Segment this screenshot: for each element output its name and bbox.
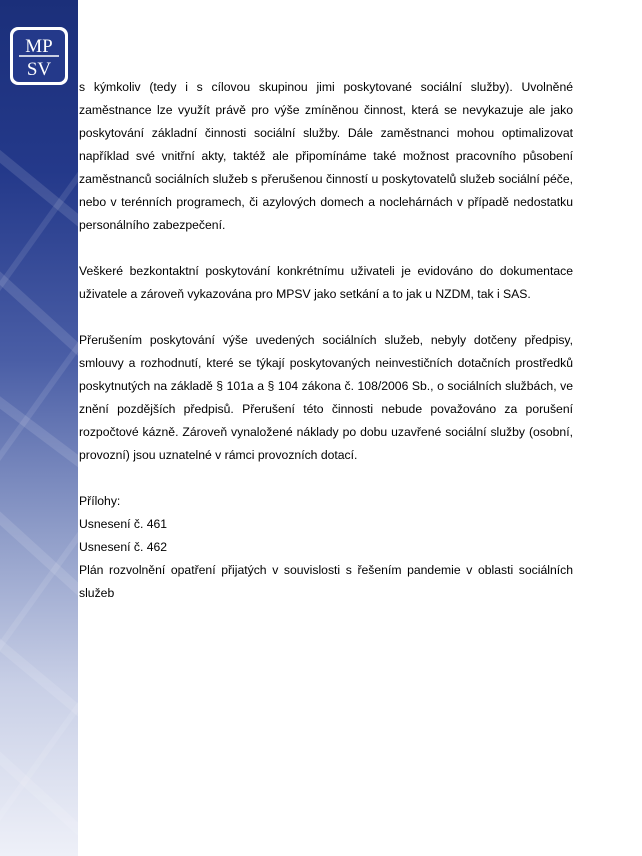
sidebar-band [0, 0, 78, 856]
mpsv-logo [10, 27, 68, 85]
attachment-item: Plán rozvolnění opatření přijatých v souvislosti s řešením pandemie v oblasti sociálních služeb [79, 563, 573, 600]
attachments-heading: Přílohy: [79, 494, 121, 508]
svg-text:MP: MP [25, 36, 53, 57]
attachment-item: Usnesení č. 461 [79, 517, 168, 531]
document-body [79, 76, 573, 605]
paragraph-interruption-funding: Přerušením poskytování výše uvedených sociálních služeb, nebyly dotčeny předpisy, smlouvy a rozhodnutí, které se týkají poskytovaných neinvestičních dotačních prostředků poskytnutých na základě § 101a a § 104 zákona č. 108/2006 Sb., o sociálních službách, ve znění pozdějších předpisů. Přerušení této činnosti nebude považováno za porušení rozpočtové kázně. Zároveň vynaložené náklady po dobu uzavřené sociální služby (osobní, provozní) jsou uznatelné v rámci provozních dotací. [79, 333, 573, 462]
attachment-item: Usnesení č. 462 [79, 540, 168, 554]
paragraph-staff-deployment: s kýmkoliv (tedy i s cílovou skupinou jimi poskytované sociální služby). Uvolněné zaměstnance lze využít právě pro výše zmíněnou činnost, která se nevykazuje ale jako poskytování základní činnosti sociální služby. Dále zaměstnanci mohou optimalizovat například své vnitřní akty, taktéž ale připomínáme také možnost pracovního působení zaměstnanců sociálních služeb s přerušenou činností u poskytovatelů služeb sociální péče, nebo v terénních programech, či azylových domech a noclehárnách v případě nedostatku personálního zabezpečení. [79, 80, 573, 232]
sidebar-decoration [0, 0, 78, 856]
paragraph-contactless-records: Veškeré bezkontaktní poskytování konkrétnímu uživateli je evidováno do dokumentace uživatele a zároveň vykazována pro MPSV jako setkání a to jak u NZDM, tak i SAS. [79, 264, 573, 301]
svg-text:SV: SV [26, 59, 52, 80]
